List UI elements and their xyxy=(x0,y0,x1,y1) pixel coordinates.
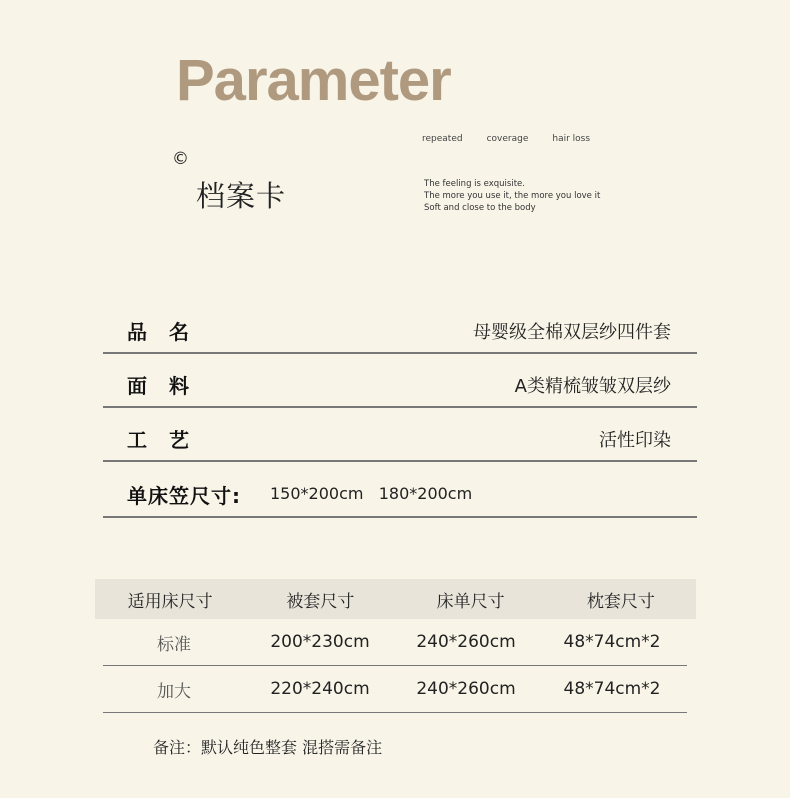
param-row-product-name xyxy=(103,302,697,354)
table-cell: 200*230cm xyxy=(270,632,370,652)
param-value: 150*200cm 180*200cm xyxy=(270,484,473,503)
table-row xyxy=(103,666,687,713)
param-label: 品名 xyxy=(127,320,211,344)
tagline-line: Soft and close to the body xyxy=(424,203,536,213)
param-label: 单床笠尺寸: xyxy=(127,484,241,508)
table-header-cell: 枕套尺寸 xyxy=(586,591,655,612)
table-header-cell: 适用床尺寸 xyxy=(127,591,213,612)
table-header-cell: 被套尺寸 xyxy=(286,591,355,612)
copyright-icon: © xyxy=(172,149,189,169)
size-table xyxy=(95,579,696,713)
param-value: 母婴级全棉双层纱四件套 xyxy=(473,322,671,343)
footnote: 备注：默认纯色整套 混搭需备注 xyxy=(153,738,383,757)
table-cell: 标准 xyxy=(157,634,191,655)
table-cell: 240*260cm xyxy=(416,679,516,699)
param-row-fitted-sheet-size xyxy=(103,466,697,518)
tag-item: coverage xyxy=(486,134,529,144)
param-value: 活性印染 xyxy=(599,430,671,451)
page-subtitle: 档案卡 xyxy=(196,179,287,213)
table-cell: 240*260cm xyxy=(416,632,516,652)
table-cell: 加大 xyxy=(157,681,191,702)
tag-list xyxy=(422,134,590,144)
page-title: Parameter xyxy=(176,48,451,113)
tagline xyxy=(424,178,600,214)
table-cell: 220*240cm xyxy=(270,679,370,699)
table-header-cell: 床单尺寸 xyxy=(436,591,505,612)
param-row-fabric xyxy=(103,356,697,408)
param-row-craft xyxy=(103,410,697,462)
table-header xyxy=(95,579,696,619)
param-value: A类精梳皱皱双层纱 xyxy=(514,376,671,397)
tag-item: repeated xyxy=(422,134,463,144)
param-label: 面料 xyxy=(127,374,211,398)
param-label: 工艺 xyxy=(127,428,211,452)
tag-item: hair loss xyxy=(552,134,591,144)
table-row xyxy=(103,619,687,666)
table-cell: 48*74cm*2 xyxy=(563,632,661,652)
tagline-line: The more you use it, the more you love it xyxy=(424,191,601,201)
tagline-line: The feeling is exquisite. xyxy=(424,179,525,189)
table-cell: 48*74cm*2 xyxy=(563,679,661,699)
